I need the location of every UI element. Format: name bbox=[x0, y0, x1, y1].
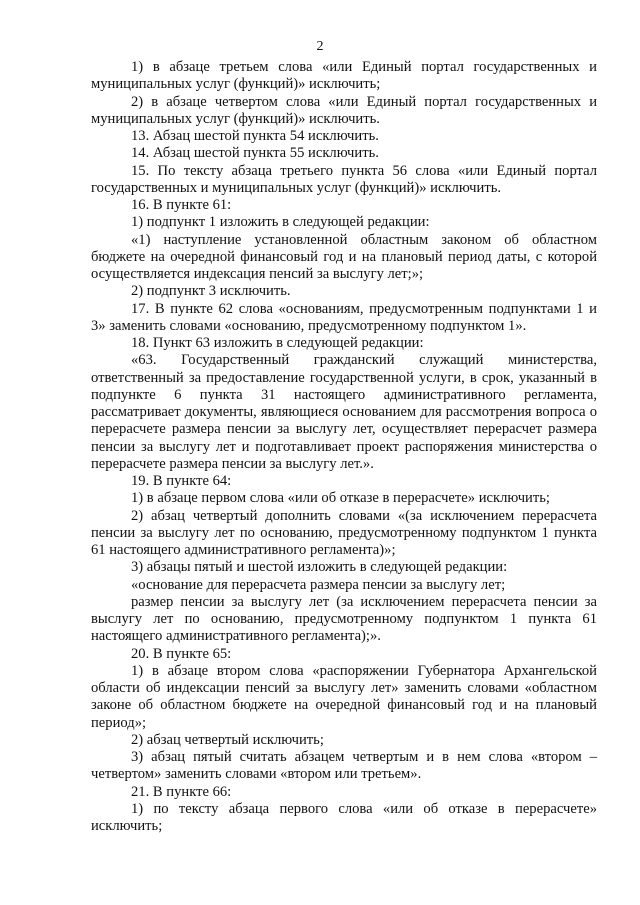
paragraph: 21. В пункте 66: bbox=[131, 783, 232, 800]
paragraph: «1) наступление установленной областным законом об областном бюджете на очередной финансовый год и на плановый период даты, с которой осуществляется индексация пенсий за выслугу лет;»; bbox=[91, 231, 597, 282]
document-body bbox=[91, 59, 597, 835]
paragraph: «основание для перерасчета размера пенсии за выслугу лет; bbox=[131, 576, 506, 593]
paragraph: 1) в абзаце третьем слова «или Единый портал государственных и муниципальных услуг (функций)» исключить; bbox=[91, 59, 597, 93]
paragraph: 15. По тексту абзаца третьего пункта 56 слова «или Единый портал государственных и муниципальных услуг (функций)» исключить. bbox=[91, 162, 597, 196]
paragraph: 2) подпункт 3 исключить. bbox=[131, 283, 291, 300]
paragraph: 16. В пункте 61: bbox=[131, 197, 232, 213]
paragraph: 3) абзац пятый считать абзацем четвертым и в нем слова «втором – четвертом» заменить словами «втором или третьем». bbox=[91, 749, 597, 783]
paragraph: 3) абзацы пятый и шестой изложить в следующей редакции: bbox=[131, 559, 508, 576]
paragraph: 20. В пункте 65: bbox=[131, 645, 232, 662]
paragraph: 17. В пункте 62 слова «основаниям, предусмотренным подпунктами 1 и 3» заменить словами «основанию, предусмотренному подпунктом 1». bbox=[91, 300, 597, 334]
paragraph: 13. Абзац шестой пункта 54 исключить. bbox=[131, 128, 379, 144]
paragraph: 2) абзац четвертый исключить; bbox=[131, 731, 324, 748]
paragraph: 14. Абзац шестой пункта 55 исключить. bbox=[131, 145, 379, 162]
paragraph: 1) в абзаце первом слова «или об отказе в перерасчете» исключить; bbox=[131, 490, 550, 507]
paragraph: 1) подпункт 1 изложить в следующей редакции: bbox=[131, 214, 430, 231]
paragraph: 19. В пункте 64: bbox=[131, 473, 232, 489]
paragraph: размер пенсии за выслугу лет (за исключением перерасчета пенсии за выслугу лет по основанию, предусмотренному подпунктом 1 пункта 61 настоящего административного регламента);». bbox=[91, 593, 597, 645]
paragraph: 1) в абзаце втором слова «распоряжении Губернатора Архангельской области об индексации пенсий за выслугу лет» заменить словами «областном законе об областном бюджете на очередной финансовый год и на плановый период»; bbox=[91, 662, 597, 731]
page-number: 2 bbox=[316, 39, 324, 54]
paragraph: 2) в абзаце четвертом слова «или Единый портал государственных и муниципальных услуг (функций)» исключить. bbox=[91, 93, 597, 127]
paragraph: «63. Государственный гражданский служащий министерства, ответственный за предоставление государственной услуги, в срок, указанный в подпункте 6 пункта 31 настоящего административного регламента, рассматривает документы, являющиеся основанием для рассмотрения вопроса о перерасчете размера пенсии за выслугу лет, осуществляет перерасчет размера пенсии за выслугу лет и подготавливает проект распоряжения министерства о перерасчете размера пенсии за выслугу лет.». bbox=[91, 352, 597, 472]
paragraph: 18. Пункт 63 изложить в следующей редакции: bbox=[131, 335, 424, 351]
paragraph: 2) абзац четвертый дополнить словами «(за исключением перерасчета пенсии за выслугу лет по основанию, предусмотренному подпунктом 1 пункта 61 настоящего административного регламента)»; bbox=[91, 507, 597, 558]
paragraph: 1) по тексту абзаца первого слова «или об отказе в перерасчете» исключить; bbox=[91, 800, 597, 834]
